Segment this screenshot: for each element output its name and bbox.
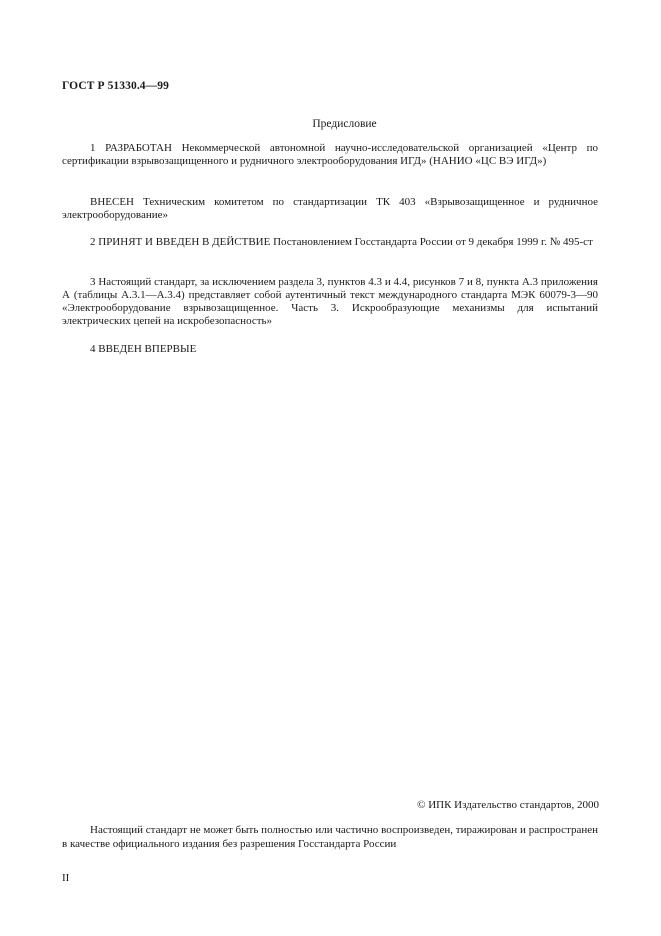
paragraph-text: 1 РАЗРАБОТАН Некоммерческой автономной научно-исследовательской организацией «Центр по сертификации взрывозащищенного и рудничного электрооборудования ИГД» (НАНИО «ЦС ВЭ ИГД») <box>62 142 598 167</box>
notice-text: Настоящий стандарт не может быть полностью или частично воспроизведен, тиражирован и распространен в качестве официального издания без разрешения Госстандарта России <box>62 824 598 850</box>
document-code: ГОСТ Р 51330.4—99 <box>62 80 169 92</box>
foreword-paragraph-5 <box>62 343 598 356</box>
foreword-paragraph-1 <box>62 142 598 168</box>
foreword-paragraph-3 <box>62 236 598 249</box>
paragraph-text: 3 Настоящий стандарт, за исключением раздела 3, пунктов 4.3 и 4.4, рисунков 7 и 8, пункта А.3 приложения А (таблицы А.3.1—А.3.4) представляет собой аутентичный текст международного стандарта МЭК 60079-3—90 «Электрооборудование взрывозащищенное. Часть 3. Искрообразующие механизмы для испытаний электрических цепей на искробезопасность» <box>62 276 598 327</box>
section-title: Предисловие <box>312 118 377 130</box>
foreword-paragraph-4 <box>62 276 598 328</box>
copyright-notice: © ИПК Издательство стандартов, 2000 <box>417 799 599 811</box>
paragraph-text: 4 ВВЕДЕН ВПЕРВЫЕ <box>90 343 197 355</box>
paragraph-text: ВНЕСЕН Техническим комитетом по стандартизации ТК 403 «Взрывозащищенное и рудничное электрооборудование» <box>62 196 598 221</box>
reproduction-notice <box>62 823 598 851</box>
page-number: II <box>62 872 70 884</box>
foreword-paragraph-2 <box>62 196 598 222</box>
paragraph-text: 2 ПРИНЯТ И ВВЕДЕН В ДЕЙСТВИЕ Постановлением Госстандарта России от 9 декабря 1999 г. № 495-ст <box>90 236 593 248</box>
